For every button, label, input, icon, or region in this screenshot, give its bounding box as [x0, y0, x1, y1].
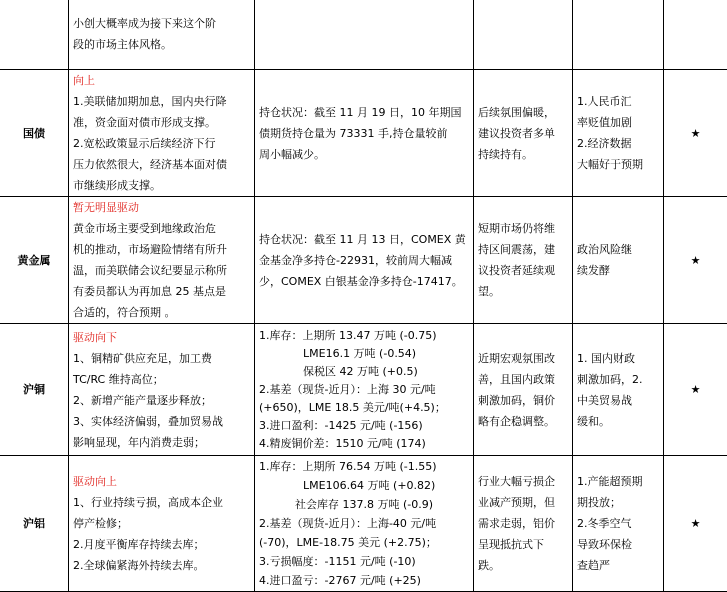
risk-line: 2.经济数据	[577, 133, 659, 154]
advice-line: 持区间震荡，建	[478, 239, 568, 260]
driver-line: 准，资金面对债市形成支撑。	[73, 112, 250, 133]
advice-line: 后续氛围偏暖，	[478, 102, 568, 123]
data-line: LME106.64 万吨 (+0.82)	[259, 476, 469, 495]
risk-cell	[573, 324, 664, 456]
data-line: 1.库存：上期所 76.54 万吨 (-1.55)	[259, 457, 469, 476]
driver-cell	[69, 197, 255, 324]
data-line: 2.基差（现货-近月）：上海-40 元/吨	[259, 514, 469, 533]
risk-cell	[573, 456, 664, 592]
driver-cell	[69, 456, 255, 592]
risk-line: 1.人民币汇	[577, 91, 659, 112]
advice-cell	[474, 197, 573, 324]
risk-line: 缓和。	[577, 411, 659, 432]
driver-line: 机的推动，市场避险情绪有所升	[73, 239, 250, 260]
data-line: 社会库存 137.8 万吨 (-0.9)	[259, 495, 469, 514]
direction-label: 向上	[73, 70, 250, 91]
table-row	[0, 0, 727, 70]
risk-line: 率贬值加剧	[577, 112, 659, 133]
rating-cell	[664, 0, 727, 70]
risk-line: 期投放；	[577, 492, 659, 513]
advice-cell	[474, 70, 573, 197]
risk-line: 2.冬季空气	[577, 513, 659, 534]
driver-line: 压力依然很大，经济基本面对债	[73, 154, 250, 175]
advice-line: 略有企稳调整。	[478, 411, 568, 432]
data-cell	[255, 0, 474, 70]
data-line: 2.基差（现货-近月）：上海 30 元/吨	[259, 381, 469, 399]
commodity-name: 沪铜	[0, 324, 69, 456]
data-line: 周小幅减少。	[259, 144, 469, 165]
rating-star-icon: ★	[664, 324, 727, 456]
driver-line: 段的市场主体风格。	[73, 34, 250, 55]
data-cell	[255, 70, 474, 197]
advice-line: 望。	[478, 281, 568, 302]
data-line: 1.库存：上期所 13.47 万吨 (-0.75)	[259, 327, 469, 345]
table-row	[0, 324, 727, 456]
data-line: 金基金净多持仓-22931，较前周大幅减	[259, 250, 469, 271]
table-row	[0, 456, 727, 592]
commodity-name: 国债	[0, 70, 69, 197]
advice-line: 行业大幅亏损企	[478, 471, 568, 492]
advice-line: 跌。	[478, 555, 568, 576]
commodity-name: 黄金属	[0, 197, 69, 324]
direction-label: 驱动向上	[73, 471, 250, 492]
driver-line: 2、新增产能产量逐步释放；	[73, 390, 250, 411]
driver-line: 2.宽松政策显示后续经济下行	[73, 133, 250, 154]
advice-line: 业减产预期，但	[478, 492, 568, 513]
risk-line: 查趋严	[577, 555, 659, 576]
driver-line: 停产检修；	[73, 513, 250, 534]
driver-cell	[69, 70, 255, 197]
driver-line: 2.月度平衡库存持续去库；	[73, 534, 250, 555]
driver-line: 温，而美联储会议纪要显示称所	[73, 260, 250, 281]
advice-line: 短期市场仍将维	[478, 218, 568, 239]
data-line: 持仓状况：截至 11 月 19 日，10 年期国	[259, 102, 469, 123]
table-row	[0, 70, 727, 197]
driver-line: 1、行业持续亏损，高成本企业	[73, 492, 250, 513]
driver-line: 1.美联储加期加息，国内央行降	[73, 91, 250, 112]
table-row	[0, 197, 727, 324]
driver-line: 黄金市场主要受到地缘政治危	[73, 218, 250, 239]
advice-line: 刺激加码，铜价	[478, 390, 568, 411]
advice-line: 善，且国内政策	[478, 369, 568, 390]
data-line: 3.亏损幅度：-1151 元/吨 (-10)	[259, 552, 469, 571]
risk-line: 大幅好于预期	[577, 154, 659, 175]
data-cell	[255, 456, 474, 592]
commodity-name-cell	[0, 0, 69, 70]
advice-cell	[474, 0, 573, 70]
data-line: (+650)，LME 18.5 美元/吨(+4.5)；	[259, 399, 469, 417]
driver-line: 小创大概率成为接下来这个阶	[73, 13, 250, 34]
commodity-name: 沪铝	[0, 456, 69, 592]
direction-label: 驱动向下	[73, 327, 250, 348]
driver-cell	[69, 324, 255, 456]
advice-cell	[474, 324, 573, 456]
risk-line: 1.产能超预期	[577, 471, 659, 492]
driver-line: TC/RC 维持高位；	[73, 369, 250, 390]
risk-line: 导致环保检	[577, 534, 659, 555]
driver-line: 2.全球偏紧海外持续去库。	[73, 555, 250, 576]
direction-label: 暂无明显驱动	[73, 197, 250, 218]
risk-cell	[573, 0, 664, 70]
rating-star-icon: ★	[664, 70, 727, 197]
data-line: (-70)，LME-18.75 美元 (+2.75)；	[259, 533, 469, 552]
driver-line: 合适的，符合预期 。	[73, 302, 250, 323]
risk-line: 1. 国内财政	[577, 348, 659, 369]
risk-line: 政治风险继	[577, 239, 659, 260]
driver-line: 3、实体经济偏弱，叠加贸易战	[73, 411, 250, 432]
driver-line: 影响显现，年内消费走弱；	[73, 432, 250, 453]
advice-line: 近期宏观氛围改	[478, 348, 568, 369]
advice-line: 需求走弱，铝价	[478, 513, 568, 534]
data-line: 4.精废铜价差：1510 元/吨 (174)	[259, 435, 469, 453]
data-cell	[255, 197, 474, 324]
data-line: 债期货持仓量为 73331 手,持仓量较前	[259, 123, 469, 144]
driver-line: 1、铜精矿供应充足，加工费	[73, 348, 250, 369]
data-line: 3.进口盈利：-1425 元/吨 (-156)	[259, 417, 469, 435]
data-cell	[255, 324, 474, 456]
data-line: 少，COMEX 白银基金净多持仓-17417。	[259, 271, 469, 292]
advice-line: 持续持有。	[478, 144, 568, 165]
risk-cell	[573, 197, 664, 324]
risk-line: 续发酵	[577, 260, 659, 281]
risk-cell	[573, 70, 664, 197]
rating-star-icon: ★	[664, 197, 727, 324]
rating-star-icon: ★	[664, 456, 727, 592]
driver-cell	[69, 0, 255, 70]
advice-line: 议投资者延续观	[478, 260, 568, 281]
driver-line: 有委员都认为再加息 25 基点是	[73, 281, 250, 302]
risk-line: 刺激加码，2.	[577, 369, 659, 390]
data-line: 持仓状况：截至 11 月 13 日，COMEX 黄	[259, 229, 469, 250]
data-line: LME16.1 万吨 (-0.54)	[259, 345, 469, 363]
driver-line: 市继续形成支撑。	[73, 175, 250, 196]
advice-cell	[474, 456, 573, 592]
advice-line: 建议投资者多单	[478, 123, 568, 144]
advice-line: 呈现抵抗式下	[478, 534, 568, 555]
data-line: 4.进口盈亏：-2767 元/吨 (+25)	[259, 571, 469, 590]
risk-line: 中美贸易战	[577, 390, 659, 411]
data-line: 保税区 42 万吨 (+0.5)	[259, 363, 469, 381]
